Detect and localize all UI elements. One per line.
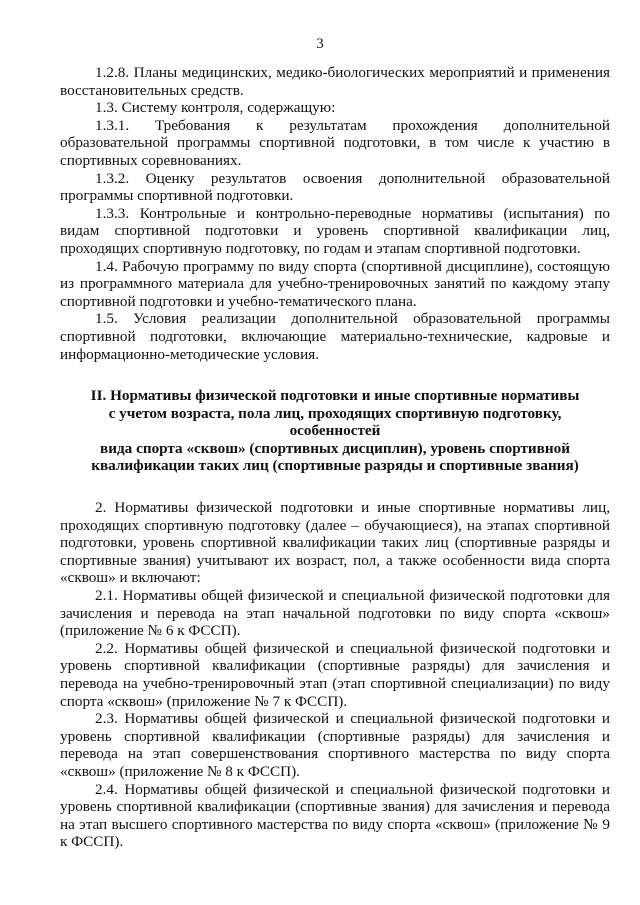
- paragraph-2-3: 2.3. Нормативы общей физической и специальной физической подготовки и уровень спортивной квалификации (спортивные разряды) для зачисления и перевода на этап совершенствования спортивного мастерства по виду спорта «сквош» (приложение № 8 к ФССП).: [60, 710, 610, 780]
- paragraph-1-3-2: 1.3.2. Оценку результатов освоения дополнительной образовательной программы спортивной подготовки.: [60, 169, 610, 205]
- paragraph-1-5: 1.5. Условия реализации дополнительной образовательной программы спортивной подготовки, включающие материально-технические, кадровые и информационно-методические условия.: [60, 310, 610, 363]
- paragraph-1-3-1: 1.3.1. Требования к результатам прохождения дополнительной образовательной программы спортивной подготовки, в том числе к участию в спортивных соревнованиях.: [60, 116, 610, 169]
- document-body: [60, 64, 610, 851]
- paragraph-2-4: 2.4. Нормативы общей физической и специальной физической подготовки и уровень спортивной квалификации (спортивные звания) для зачисления и перевода на этап высшего спортивного мастерства по виду спорта «сквош» (приложение № 9 к ФССП).: [60, 780, 610, 851]
- paragraph-1-2-8: 1.2.8. Планы медицинских, медико-биологических мероприятий и применения восстановительных средств.: [60, 64, 610, 99]
- section-title: [60, 387, 610, 475]
- paragraph-2-2: 2.2. Нормативы общей физической и специальной физической подготовки и уровень спортивной квалификации (спортивные разряды) для зачисления и перевода на учебно-тренировочный этап (этап спортивной специализации) по виду спорта «сквош» (приложение № 7 к ФССП).: [60, 639, 610, 710]
- page-number: 3: [316, 36, 324, 52]
- paragraph-2-1: 2.1. Нормативы общей физической и специальной физической подготовки для зачисления и перевода на этап начальной подготовки по виду спорта «сквош» (приложение № 6 к ФССП).: [60, 587, 610, 640]
- paragraph-2: 2. Нормативы физической подготовки и иные спортивные нормативы лиц, проходящих спортивную подготовку (далее – обучающиеся), на этапах спортивной подготовки, уровень спортивной квалификации таких лиц (спортивные разряды и спортивные звания) учитывают их возраст, пол, а также особенности вида спорта «сквош» и включают:: [60, 499, 610, 587]
- section-title-line: квалификации таких лиц (спортивные разряды и спортивные звания): [91, 457, 579, 475]
- paragraph-1-4: 1.4. Рабочую программу по виду спорта (спортивной дисциплине), состоящую из программного материала для учебно-тренировочных занятий по каждому этапу спортивной подготовки и учебно-тематического плана.: [60, 257, 610, 310]
- section-title-line: с учетом возраста, пола лиц, проходящих спортивную подготовку, особенностей: [108, 404, 562, 440]
- section-title-line: II. Нормативы физической подготовки и иные спортивные нормативы: [90, 387, 580, 405]
- paragraph-1-3: 1.3. Систему контроля, содержащую:: [95, 99, 336, 117]
- section-title-line: вида спорта «сквош» (спортивных дисциплин), уровень спортивной: [100, 439, 570, 457]
- paragraph-1-3-3: 1.3.3. Контрольные и контрольно-переводные нормативы (испытания) по видам спортивной подготовки и уровень спортивной квалификации лиц, проходящих спортивную подготовку, по годам и этапам спортивной подготовки.: [60, 204, 610, 257]
